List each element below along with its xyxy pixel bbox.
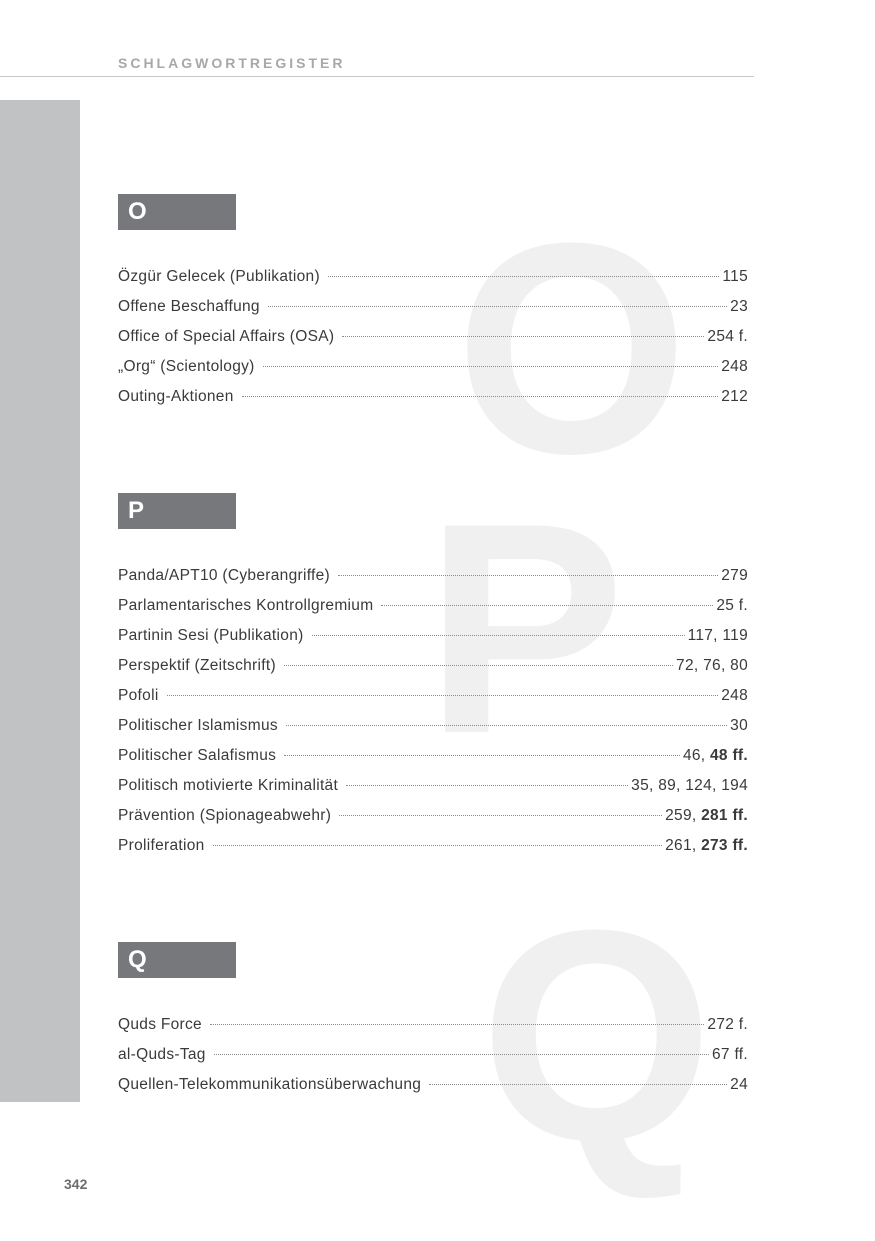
watermark-letter-o: O xyxy=(455,180,689,516)
watermark-letter-q: Q xyxy=(480,867,714,1203)
page-refs: 259, xyxy=(665,807,702,824)
index-term: Politischer Islamismus xyxy=(118,717,278,734)
index-entry xyxy=(118,777,748,807)
index-pages xyxy=(631,777,748,795)
section-o-entries xyxy=(118,268,748,418)
index-term: Politisch motivierte Kriminalität xyxy=(118,777,339,794)
index-entry xyxy=(118,717,748,747)
index-entry xyxy=(118,627,748,657)
index-term: Proliferation xyxy=(118,837,205,854)
page-refs: 254 f. xyxy=(707,328,748,345)
index-term: Pofoli xyxy=(118,687,159,704)
index-term: Perspektif (Zeitschrift) xyxy=(118,657,276,674)
dot-leader xyxy=(429,1084,727,1085)
index-entry xyxy=(118,358,748,388)
index-entry xyxy=(118,567,748,597)
index-term: al-Quds-Tag xyxy=(118,1046,206,1063)
index-entry xyxy=(118,747,748,777)
page-refs: 261, xyxy=(665,837,702,854)
index-term: Offene Beschaffung xyxy=(118,298,260,315)
page-refs: 248 xyxy=(721,687,748,704)
index-entry xyxy=(118,388,748,418)
page-refs: 115 xyxy=(722,268,748,285)
index-term: Panda/APT10 (Cyberangriffe) xyxy=(118,567,331,584)
index-entry xyxy=(118,657,748,687)
index-entry xyxy=(118,1046,748,1076)
index-pages xyxy=(730,298,748,316)
section-letter-q: Q xyxy=(118,942,236,978)
page-refs: 272 f. xyxy=(707,1016,748,1033)
page-refs: 23 xyxy=(730,298,748,315)
index-term: „Org“ (Scientology) xyxy=(118,358,255,375)
dot-leader xyxy=(312,635,685,636)
index-term: Office of Special Affairs (OSA) xyxy=(118,328,335,345)
page-refs-main: 273 ff. xyxy=(701,837,748,854)
dot-leader xyxy=(328,276,719,277)
page-refs: 248 xyxy=(721,358,748,375)
dot-leader xyxy=(242,396,719,397)
page-refs: 279 xyxy=(721,567,748,584)
index-pages xyxy=(712,1046,748,1064)
index-entry xyxy=(118,298,748,328)
index-pages xyxy=(722,268,748,286)
index-pages xyxy=(707,1016,748,1034)
header-rule xyxy=(0,76,754,77)
index-term: Quellen-Telekommunikationsüberwachung xyxy=(118,1076,422,1093)
side-band xyxy=(0,100,80,1102)
index-pages xyxy=(721,567,748,585)
page-refs-main: 281 ff. xyxy=(701,807,748,824)
index-entry xyxy=(118,268,748,298)
index-entry xyxy=(118,1016,748,1046)
index-pages xyxy=(665,837,748,855)
index-pages xyxy=(716,597,748,615)
dot-leader xyxy=(213,845,663,846)
index-pages xyxy=(688,627,748,645)
section-letter-p: P xyxy=(118,493,236,529)
index-pages xyxy=(730,717,748,735)
section-letter-o: O xyxy=(118,194,236,230)
page-number: 342 xyxy=(64,1176,88,1192)
dot-leader xyxy=(268,306,727,307)
dot-leader xyxy=(339,815,662,816)
index-term: Prävention (Spionageabwehr) xyxy=(118,807,332,824)
dot-leader xyxy=(381,605,713,606)
page-refs-main: 48 ff. xyxy=(710,747,748,764)
index-pages xyxy=(721,388,748,406)
page-refs: 212 xyxy=(721,388,748,405)
index-entry xyxy=(118,1076,748,1106)
index-entry xyxy=(118,687,748,717)
index-entry xyxy=(118,328,748,358)
index-term: Quds Force xyxy=(118,1016,202,1033)
index-entry xyxy=(118,597,748,627)
section-q-entries xyxy=(118,1016,748,1106)
index-entry xyxy=(118,807,748,837)
dot-leader xyxy=(284,755,680,756)
index-term: Outing-Aktionen xyxy=(118,388,234,405)
index-pages xyxy=(730,1076,748,1094)
page-refs: 117, 119 xyxy=(687,627,748,644)
page-refs: 30 xyxy=(730,717,748,734)
dot-leader xyxy=(214,1054,709,1055)
page-refs: 35, 89, 124, 194 xyxy=(631,777,748,794)
index-pages xyxy=(683,747,748,765)
index-pages xyxy=(676,657,748,675)
dot-leader xyxy=(284,665,673,666)
dot-leader xyxy=(167,695,719,696)
dot-leader xyxy=(338,575,718,576)
page-refs: 67 ff. xyxy=(712,1046,748,1063)
index-entry xyxy=(118,837,748,867)
index-pages xyxy=(707,328,748,346)
page-refs: 25 f. xyxy=(716,597,748,614)
dot-leader xyxy=(210,1024,704,1025)
page-refs: 72, 76, 80 xyxy=(676,657,748,674)
section-p-entries xyxy=(118,567,748,867)
running-head: SCHLAGWORTREGISTER xyxy=(118,55,346,71)
index-term: Politischer Salafismus xyxy=(118,747,277,764)
index-term: Özgür Gelecek (Publikation) xyxy=(118,268,320,285)
index-pages xyxy=(721,358,748,376)
watermark-letter-p: P xyxy=(425,460,626,796)
dot-leader xyxy=(342,336,704,337)
page-refs: 46, xyxy=(682,747,711,764)
dot-leader xyxy=(286,725,727,726)
index-term: Parlamentarisches Kontrollgremium xyxy=(118,597,374,614)
dot-leader xyxy=(346,785,628,786)
index-term: Partinin Sesi (Publikation) xyxy=(118,627,304,644)
index-pages xyxy=(721,687,748,705)
dot-leader xyxy=(263,366,719,367)
page-refs: 24 xyxy=(730,1076,748,1093)
index-pages xyxy=(665,807,748,825)
